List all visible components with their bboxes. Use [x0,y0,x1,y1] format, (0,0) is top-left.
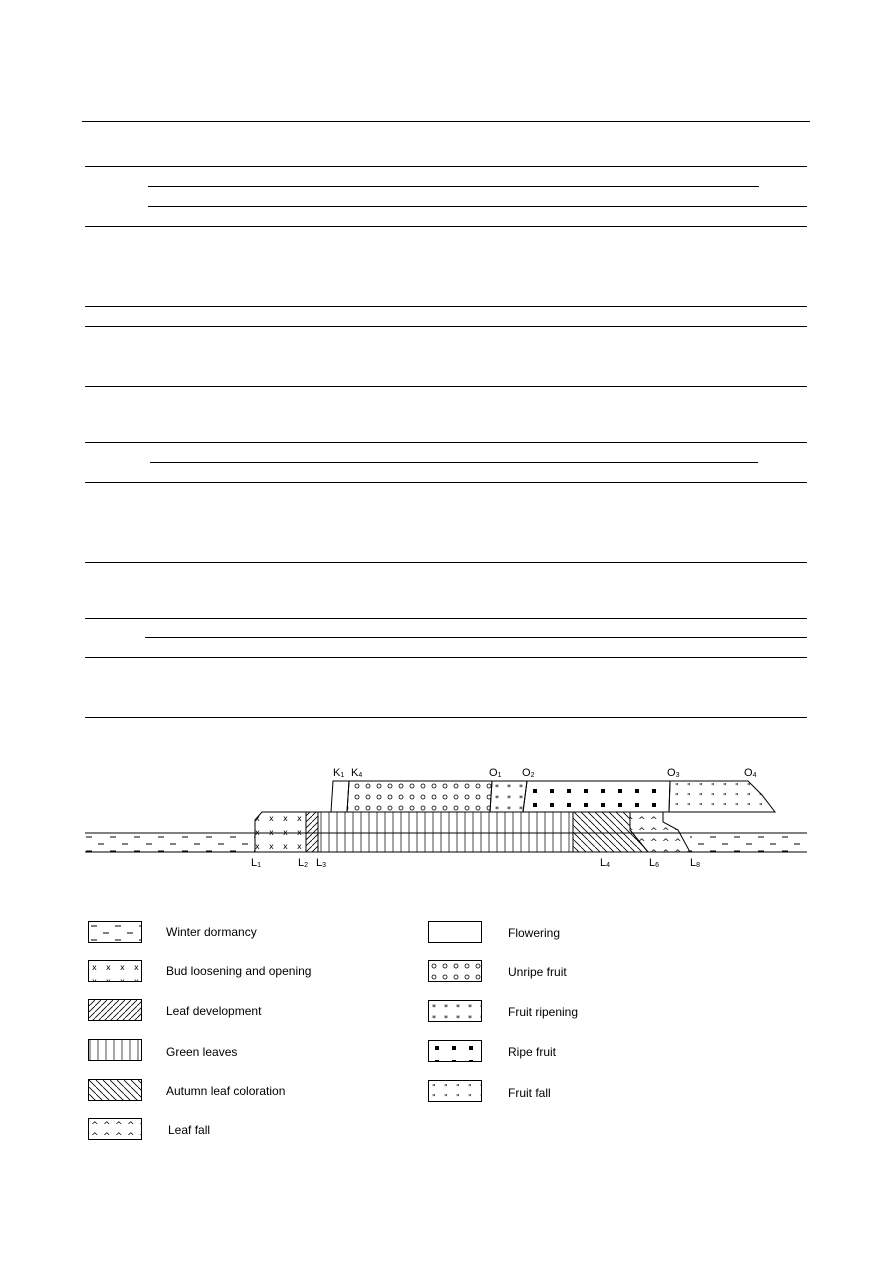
label-text: $L_3$ [316,857,327,869]
label-l2 [298,858,308,871]
label-text: $L_8$ [690,857,701,869]
legend-swatch-leaf-development [88,999,142,1021]
legend-label-green-leaves: Green leaves [166,1045,238,1059]
label-text: $L_6$ [649,857,660,869]
legend-swatch-winter-dormancy [88,921,142,943]
bud-opening-band [255,812,306,852]
ripe-fruit-band [523,781,670,812]
label-text: $O_3$ [667,767,680,779]
legend-swatch-green-leaves [88,1039,142,1061]
legend-swatch-leaf-fall [88,1118,142,1140]
legend-label-unripe-fruit: Unripe fruit [508,965,567,979]
label-subscript: 1 [497,772,502,779]
label-l1 [251,858,261,871]
label-text: $O_4$ [744,767,757,779]
label-o1 [489,768,501,781]
label-subscript: 2 [530,772,535,779]
label-o3 [667,768,679,781]
legend-label-leaf-fall: Leaf fall [168,1123,211,1137]
label-text: $L_2$ [298,857,309,869]
label-subscript: 1 [340,772,345,779]
label-text: $L_4$ [600,857,611,869]
fruit-ripening-band [490,781,527,812]
fruit-fall-band [669,781,775,812]
green-leaves-band [318,812,573,852]
label-o2 [522,768,534,781]
legend-swatch-fruit-fall [428,1080,482,1102]
label-k1 [333,768,344,781]
legend-label-autumn-coloration: Autumn leaf coloration [166,1084,286,1098]
label-subscript: 4 [752,772,757,779]
legend-label-leaf-development: Leaf development [166,1004,262,1018]
label-text: $O_1$ [489,767,502,779]
winter-dormancy-right [690,834,806,852]
legend-label-winter-dormancy: Winter dormancy [166,925,257,939]
label-text: $K_1$ [333,767,345,779]
label-l6 [649,858,659,871]
label-subscript: 2 [304,862,309,869]
unripe-fruit-band [347,781,492,812]
label-subscript: 1 [257,862,262,869]
flowering-band [331,781,349,812]
label-l8 [690,858,700,871]
legend-label-flowering: Flowering [508,926,561,940]
label-text: $K_4$ [351,767,363,779]
label-subscript: 8 [696,862,701,869]
label-text: $O_2$ [522,767,535,779]
legend-swatch-autumn-coloration [88,1079,142,1101]
legend-swatch-fruit-ripening [428,1000,482,1022]
label-subscript: 4 [606,862,611,869]
label-subscript: 3 [322,862,327,869]
legend-label-fruit-ripening: Fruit ripening [508,1005,579,1019]
legend-swatch-flowering [428,921,482,943]
label-o4 [744,768,756,781]
label-subscript: 3 [675,772,680,779]
label-k4 [351,768,362,781]
legend-swatch-bud-opening [88,960,142,982]
label-text: $L_1$ [251,857,262,869]
label-subscript: 4 [358,772,363,779]
legend-swatch-unripe-fruit [428,960,482,982]
label-l4 [600,858,610,871]
label-subscript: 6 [655,862,660,869]
legend-label-bud-opening: Bud loosening and opening [166,964,312,978]
legend-swatch-ripe-fruit [428,1040,482,1062]
legend-label-fruit-fall: Fruit fall [508,1086,551,1100]
leaf-development-band [306,812,318,852]
winter-dormancy-left [86,834,255,852]
legend-label-ripe-fruit: Ripe fruit [508,1045,557,1059]
label-l3 [316,858,326,871]
